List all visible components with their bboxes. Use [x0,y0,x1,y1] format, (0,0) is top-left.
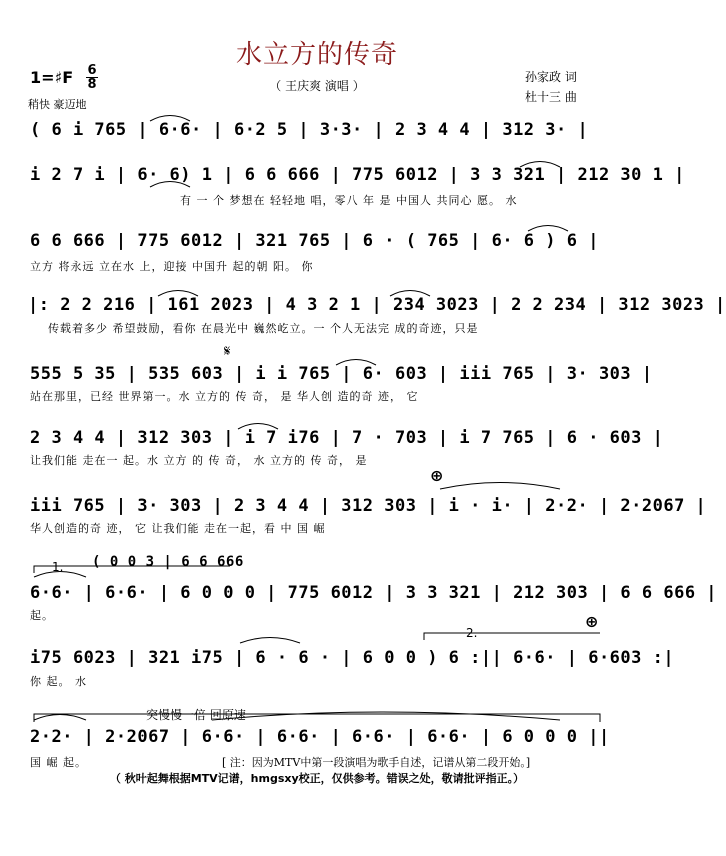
score-row-4: |: 2 2 216 | 161 2023 | 4 3 2 1 | 234 3023 | 2 2 234 | 312 3023 | [28,295,726,315]
lyric-row-9: 你 起。 水 [30,675,87,688]
tempo-marking: 稍快 豪迈地 [28,98,87,111]
composer-credit: 杜十三 曲 [525,90,577,104]
coda-sign-2: ⊕ [585,612,599,631]
slur-12 [34,715,86,721]
key-signature: 1=♯F [30,68,74,87]
lyric-row-10: 国 崛 起。 [30,756,87,769]
score-row-7: iii 765 | 3· 303 | 2 3 4 4 | 312 303 | i · i· | 2·2· | 2·2067 | [30,496,707,516]
lyric-row-3: 立方 将永远 立在水 上，迎接 中国升 起的朝 阳。 你 [30,260,314,273]
score-row-6: 2 3 4 4 | 312 303 | i 7 i76 | 7 · 703 | i 7 765 | 6 · 603 | [30,428,664,448]
slur-8 [238,424,278,430]
slur-7 [336,360,376,366]
time-signature-bottom: 8 [87,77,97,92]
score-row-1: ( 6 i 765 | 6·6· | 6·2 5 | 3·3· | 2 3 4 4 | 312 3· | [30,120,589,140]
song-title: 水立方的传奇 [235,40,398,70]
segno-sign: 𝄋 [224,342,231,360]
lyric-row-6: 让我们能 走在一 起。水 立方 的 传 奇， 水 立方的 传 奇， 是 [30,454,368,467]
footnote: （ 秋叶起舞根据MTV记谱，hmgsxy校正，仅供参考。错误之处，敬请批评指正。） [109,772,525,785]
slur-6 [390,291,430,297]
coda-sign-1: ⊕ [430,466,444,485]
slur-3 [520,162,560,168]
slur-5 [158,291,198,297]
volta-1-alt-notes: ( 0 0 3 | 6 6 666 [92,554,244,570]
slur-10 [34,572,86,578]
volta-2-bracket [424,633,600,640]
volta-1-label: 1. [52,560,64,574]
tempo-change-marking: 突慢慢一倍 回原速 [146,708,246,722]
lyric-row-8: 起。 [30,609,54,622]
lyric-row-7: 华人创造的奇 迹， 它 让我们能 走在一起，看 中 国 崛 [30,522,326,535]
score-row-2: i 2 7 i | 6· 6) 1 | 6 6 666 | 775 6012 | 3 3 321 | 212 30 1 | [30,165,685,185]
score-row-5: 555 5 35 | 535 603 | i i 765 | 6· 603 | iii 765 | 3· 303 | [30,364,653,384]
slur-4 [528,226,568,232]
lyric-row-5: 站在那里，已经 世界第一。水 立方的 传 奇， 是 华人创 造的奇 迹， 它 [30,390,419,403]
slur-9 [440,483,560,490]
slur-11 [240,638,300,644]
score-row-10: 2·2· | 2·2067 | 6·6· | 6·6· | 6·6· | 6·6· | 6 0 0 0 || [30,727,610,747]
lyricist-credit: 孙家政 词 [525,70,577,84]
score-row-3: 6 6 666 | 775 6012 | 321 765 | 6 · ( 765 | 6· 6 ) 6 | [30,231,599,251]
lyric-row-2: 有 一 个 梦想在 轻轻地 唱，零八 年 是 中国人 共同心 愿。 水 [180,194,518,207]
lyric-row-4: 传载着多少 希望鼓励，看你 在晨光中 巍然屹立。一 个人无法完 成的奇迹，只是 [48,322,479,335]
editor-note: [ 注：因为MTV中第一段演唱为歌手自述，记谱从第二段开始。] [222,756,531,769]
slur-1 [150,116,190,122]
volta-2-label: 2. [466,626,478,640]
score-row-9: i75 6023 | 321 i75 | 6 · 6 · | 6 0 0 ) 6 :|| 6·6· | 6·603 :| [30,648,675,668]
slur-2 [150,182,190,188]
singer-credit: （ 王庆爽 演唱 ） [269,79,365,93]
tempo-bracket [34,714,600,722]
slur-13 [212,712,560,720]
time-signature-top: 6 [87,63,97,78]
score-row-8: 6·6· | 6·6· | 6 0 0 0 | 775 6012 | 3 3 321 | 212 303 | 6 6 666 | [30,583,718,603]
